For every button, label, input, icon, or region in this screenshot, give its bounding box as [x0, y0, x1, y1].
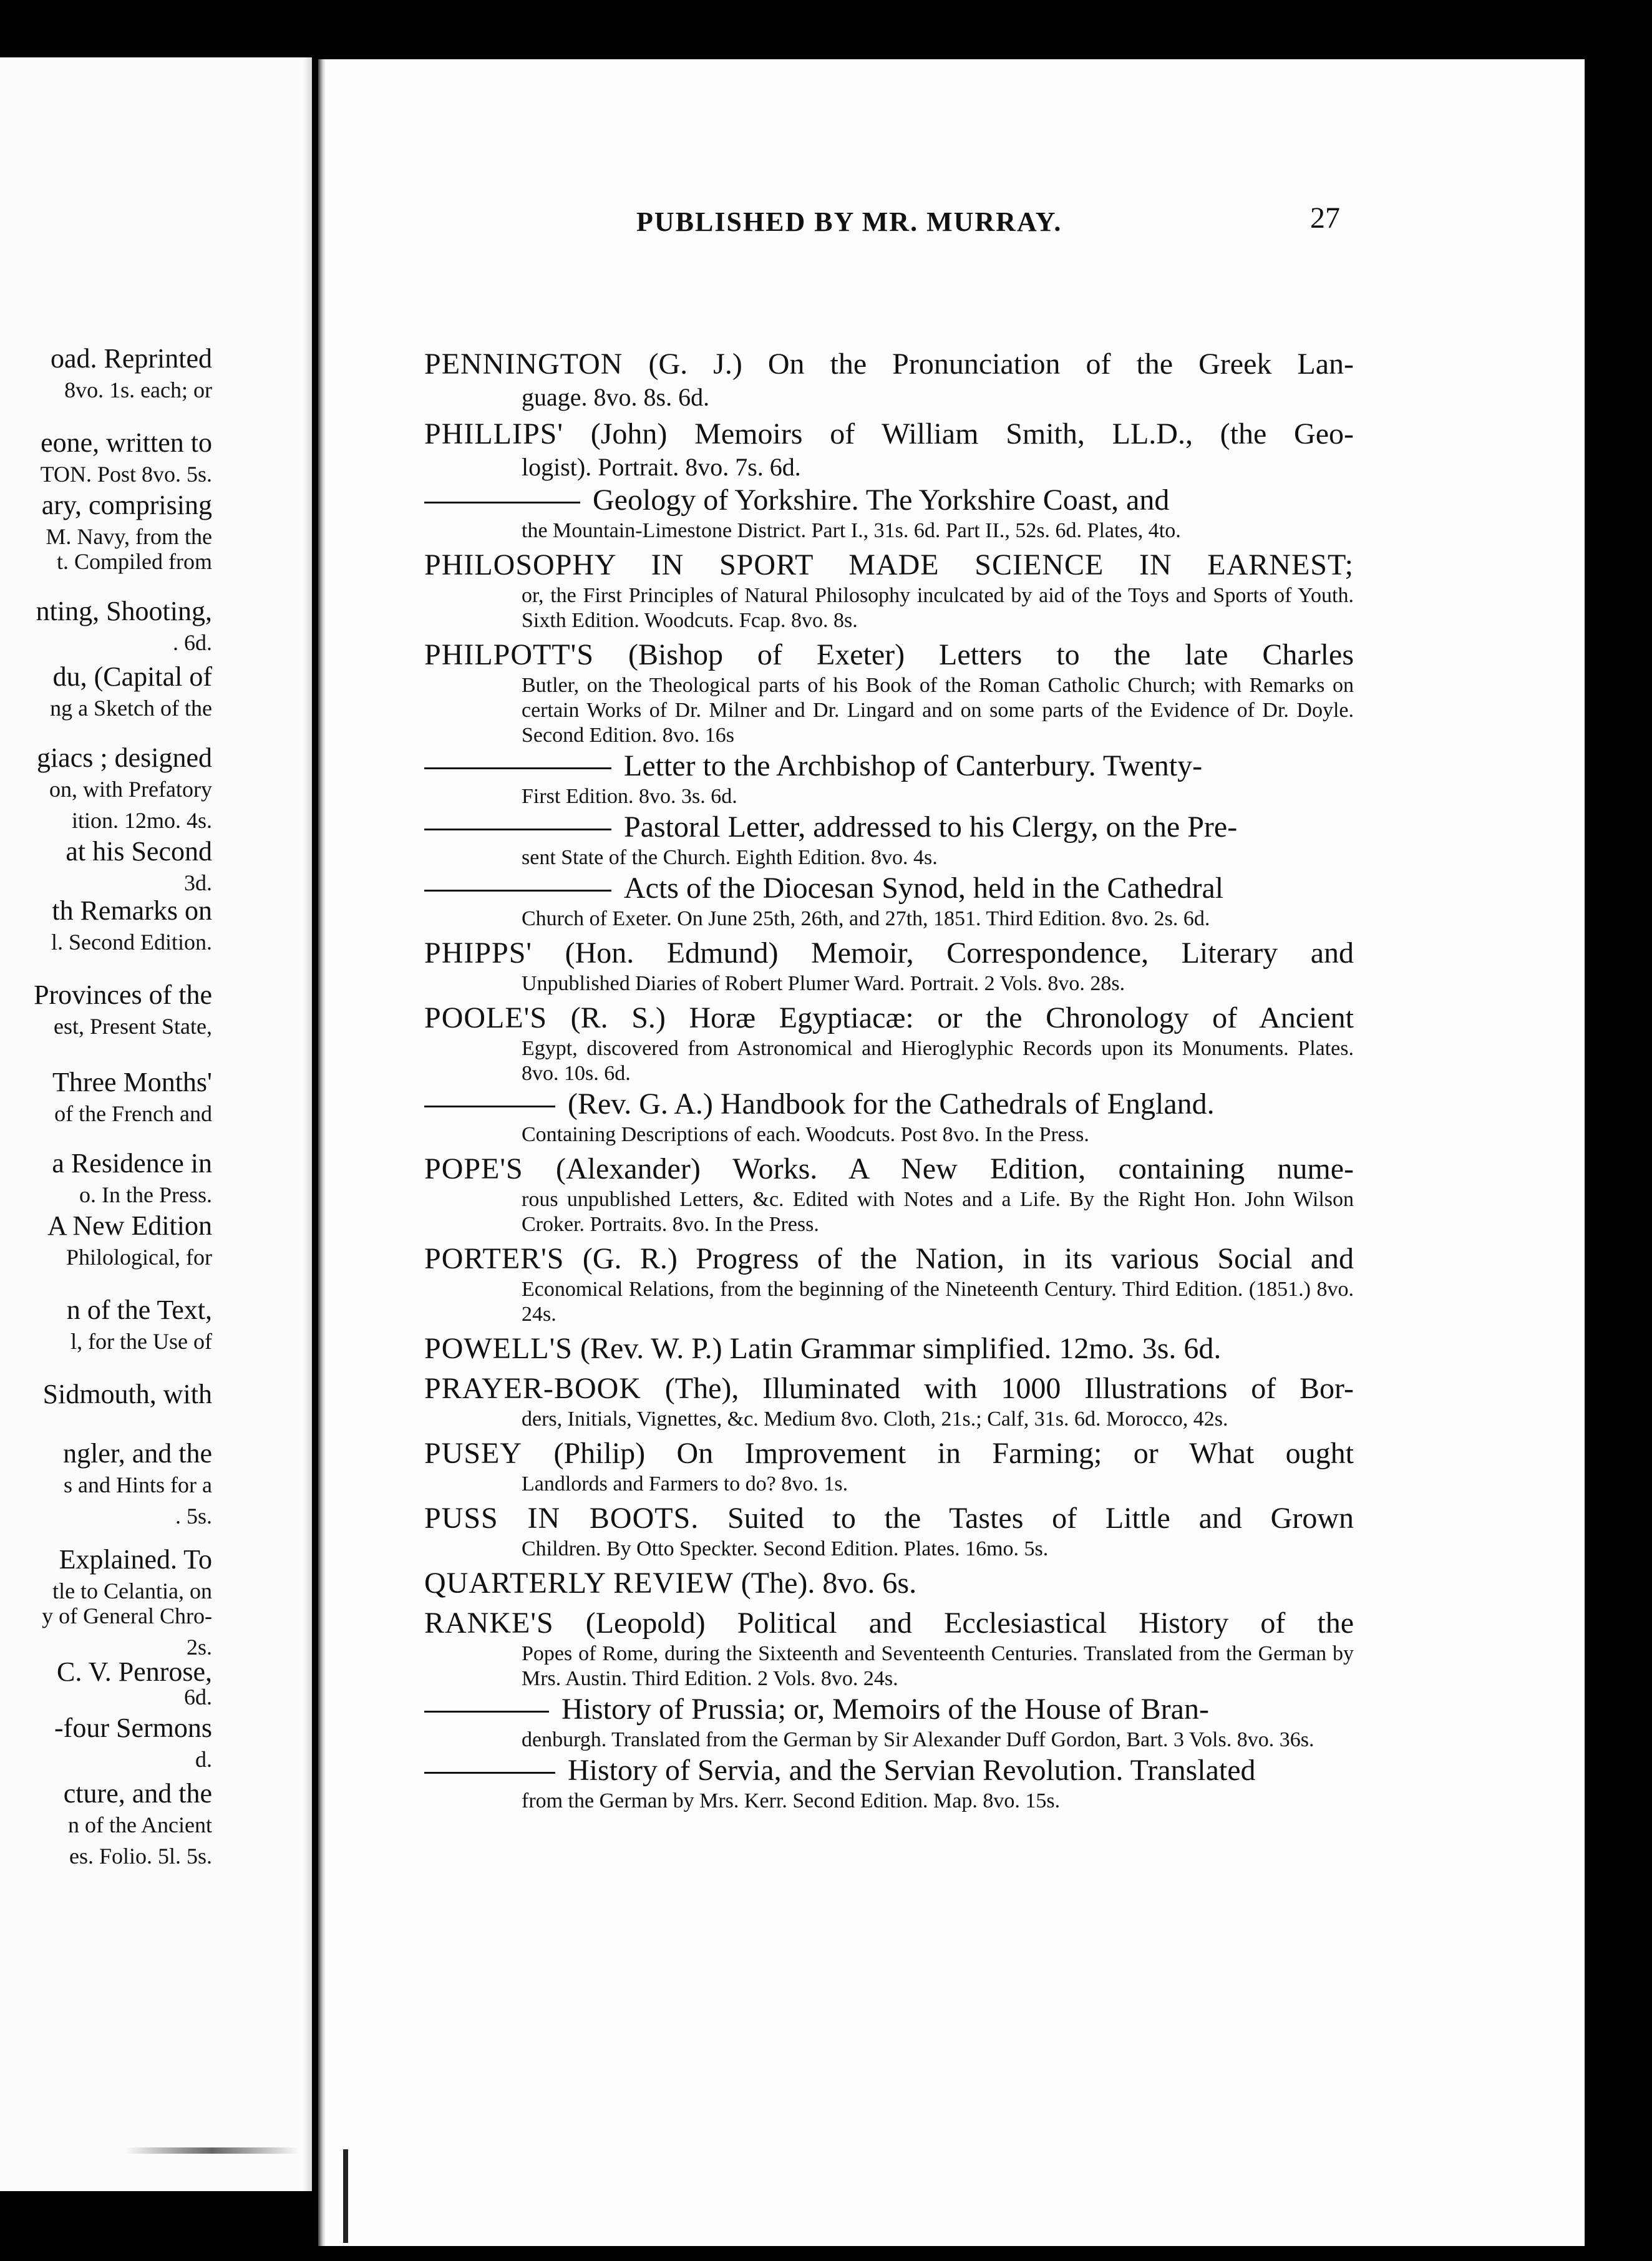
- left-page-line: ngler, and the: [63, 1438, 212, 1469]
- left-page-line: y of General Chro-: [42, 1603, 212, 1628]
- left-page-line: Sidmouth, with: [42, 1379, 212, 1409]
- entry-name: PRAYER-BOOK: [424, 1372, 641, 1405]
- left-page-line: cture, and the: [63, 1778, 212, 1809]
- left-page-line: d.: [195, 1747, 212, 1772]
- sub-entry-title: History of Servia, and the Servian Revolution. Translated: [568, 1754, 1256, 1787]
- ink-smudge: [125, 2147, 299, 2154]
- entry-details: rous unpublished Letters, &c. Edited with Notes and a Life. By the Right Hon. John Wilson Croker. Portraits. 8vo. In the Press.: [522, 1188, 1354, 1236]
- left-page-line: es. Folio. 5l. 5s.: [69, 1844, 212, 1869]
- left-page-line: M. Navy, from the: [46, 524, 212, 549]
- entry-rankes: [424, 1605, 1354, 1814]
- entry-title: (R. S.) Horæ Egyptiacæ: or the Chronology of Ancient: [570, 1001, 1354, 1034]
- entry-title: (The). 8vo. 6s.: [741, 1567, 917, 1600]
- sub-entry-details: Church of Exeter. On June 25th, 26th, and 27th, 1851. Third Edition. 8vo. 2s. 6d.: [522, 907, 1210, 930]
- entry-title: (G. R.) Progress of the Nation, in its various Social and: [582, 1242, 1354, 1275]
- left-page-line: ng a Sketch of the: [50, 696, 212, 721]
- sub-entry-line: [424, 1086, 1354, 1122]
- entry-name: RANKE'S: [424, 1607, 554, 1640]
- left-page-line: on, with Prefatory: [49, 777, 212, 802]
- sub-entry-title: Letter to the Archbishop of Canterbury. Twenty-: [624, 749, 1203, 782]
- sub-entry-line: [424, 1691, 1354, 1728]
- entry-prayer-book: [424, 1371, 1354, 1432]
- ditto-dash: [424, 1772, 555, 1774]
- entry-pennington: [424, 346, 1354, 412]
- left-page-line: est, Present State,: [54, 1014, 212, 1039]
- left-page-line: l. Second Edition.: [51, 930, 212, 955]
- left-page-line: -four Sermons: [54, 1713, 212, 1743]
- entry-philpotts: [424, 637, 1354, 931]
- sub-entry-title: History of Prussia; or, Memoirs of the House of Bran-: [561, 1693, 1209, 1726]
- left-page-line: . 6d.: [173, 630, 212, 655]
- catalogue-entries: [424, 346, 1354, 1817]
- entry-details: logist). Portrait. 8vo. 7s. 6d.: [522, 453, 801, 481]
- entry-name: PORTER'S: [424, 1242, 565, 1275]
- left-page-line: at his Second: [66, 836, 212, 867]
- left-page-line: 8vo. 1s. each; or: [64, 377, 212, 402]
- entry-puss-in-boots: [424, 1500, 1354, 1562]
- sub-entry-title: Geology of Yorkshire. The Yorkshire Coast, and: [593, 484, 1170, 517]
- left-page-line: a Residence in: [52, 1148, 212, 1179]
- left-page-line: of the French and: [54, 1101, 212, 1126]
- entry-details: Economical Relations, from the beginning of the Nineteenth Century. Third Edition. (1851.) 8vo. 24s.: [522, 1278, 1354, 1326]
- left-page-line: ition. 12mo. 4s.: [71, 808, 212, 833]
- entry-name: PUSS IN BOOTS.: [424, 1502, 699, 1535]
- ditto-dash: [424, 829, 611, 830]
- entry-name: PENNINGTON: [424, 348, 623, 381]
- sub-entry-line: [424, 809, 1354, 845]
- entry-name: PHIPPS': [424, 936, 533, 970]
- page-spine: [318, 59, 326, 2246]
- entry-title: (Philip) On Improvement in Farming; or What ought: [553, 1437, 1354, 1470]
- left-page-line: Philological, for: [66, 1245, 212, 1270]
- left-page-line: t. Compiled from: [57, 549, 212, 574]
- left-page-line: oad. Reprinted: [50, 343, 212, 374]
- sub-entry-title: Pastoral Letter, addressed to his Clergy, on the Pre-: [624, 810, 1238, 844]
- entry-title: (Alexander) Works. A New Edition, containing nume-: [555, 1152, 1354, 1185]
- entry-title: (Hon. Edmund) Memoir, Correspondence, Literary and: [565, 936, 1354, 970]
- sub-entry-details: sent State of the Church. Eighth Edition. 8vo. 4s.: [522, 846, 938, 869]
- left-page-line: 2s.: [186, 1635, 212, 1660]
- sub-entry-title: Acts of the Diocesan Synod, held in the Cathedral: [624, 872, 1224, 905]
- ditto-dash: [424, 1711, 549, 1713]
- sub-entry-line: [424, 870, 1354, 907]
- entry-details: ders, Initials, Vignettes, &c. Medium 8vo. Cloth, 21s.; Calf, 31s. 6d. Morocco, 42s.: [522, 1408, 1228, 1431]
- entry-quarterly-review: [424, 1565, 1354, 1602]
- sub-entry-line: [424, 748, 1354, 784]
- left-page-line: eone, written to: [41, 427, 212, 458]
- entry-name: POOLE'S: [424, 1001, 548, 1034]
- left-page-line: Provinces of the: [34, 980, 212, 1010]
- sub-entry-details: denburgh. Translated from the German by Sir Alexander Duff Gordon, Bart. 3 Vols. 8vo. 36s.: [522, 1728, 1314, 1751]
- entry-details: Landlords and Farmers to do? 8vo. 1s.: [522, 1472, 848, 1495]
- entry-title: (The), Illuminated with 1000 Illustrations of Bor-: [664, 1372, 1354, 1405]
- left-page-gutter: [303, 57, 312, 2191]
- entry-name: PHILPOTT'S: [424, 638, 595, 671]
- entry-title: Suited to the Tastes of Little and Grown: [727, 1502, 1354, 1535]
- entry-details: or, the First Principles of Natural Philosophy inculcated by aid of the Toys and Sports of Youth. Sixth Edition. Woodcuts. Fcap. 8vo. 8s.: [522, 584, 1354, 632]
- entry-details: Children. By Otto Speckter. Second Edition. Plates. 16mo. 5s.: [522, 1537, 1049, 1560]
- left-page-line: s and Hints for a: [64, 1472, 212, 1497]
- left-page-line: . 5s.: [175, 1504, 212, 1529]
- sub-entry-details: the Mountain-Limestone District. Part I., 31s. 6d. Part II., 52s. 6d. Plates, 4to.: [522, 519, 1181, 542]
- sub-entry-details: Containing Descriptions of each. Woodcuts. Post 8vo. In the Press.: [522, 1123, 1089, 1146]
- left-page-line: l, for the Use of: [70, 1329, 212, 1354]
- entry-name: QUARTERLY REVIEW: [424, 1567, 734, 1600]
- left-page-line: C. V. Penrose,: [57, 1656, 212, 1687]
- sub-entry-details: First Edition. 8vo. 3s. 6d.: [522, 785, 737, 808]
- entry-details: Popes of Rome, during the Sixteenth and Seventeenth Centuries. Translated from the German by Mrs. Austin. Third Edition. 2 Vols. 8vo. 24s.: [522, 1642, 1354, 1690]
- left-page-line: Explained. To: [59, 1544, 212, 1575]
- entry-name: PUSEY: [424, 1437, 523, 1470]
- left-page-line: tle to Celantia, on: [52, 1578, 212, 1603]
- entry-title: (Bishop of Exeter) Letters to the late Charles: [628, 638, 1354, 671]
- entry-name: POPE'S: [424, 1152, 523, 1185]
- left-page-line: ary, comprising: [41, 490, 212, 520]
- entry-details: guage. 8vo. 8s. 6d.: [522, 383, 710, 411]
- left-page-line: du, (Capital of: [52, 661, 212, 692]
- entry-title: (G. J.) On the Pronunciation of the Greek Lan-: [648, 348, 1354, 381]
- sub-entry-details: from the German by Mrs. Kerr. Second Edition. Map. 8vo. 15s.: [522, 1789, 1061, 1812]
- binding-mark: [343, 2149, 348, 2243]
- ditto-dash: [424, 767, 611, 769]
- entry-pooles: [424, 1000, 1354, 1147]
- sub-entry-line: [424, 482, 1354, 518]
- entry-phillips: [424, 416, 1354, 543]
- entry-popes: [424, 1151, 1354, 1237]
- left-page-line: 3d.: [184, 870, 212, 895]
- left-page-line: n of the Ancient: [68, 1812, 212, 1837]
- entry-title: (Rev. W. P.) Latin Grammar simplified. 12mo. 3s. 6d.: [580, 1332, 1222, 1365]
- left-page-line: o. In the Press.: [79, 1182, 212, 1207]
- entry-name: PHILOSOPHY IN SPORT MADE SCIENCE IN EARNEST;: [424, 548, 1354, 581]
- entry-philosophy: [424, 547, 1354, 633]
- left-page-line: th Remarks on: [52, 895, 212, 926]
- left-page-fragment: [0, 57, 312, 2191]
- entry-details: Egypt, discovered from Astronomical and Hieroglyphic Records upon its Monuments. Plates. 8vo. 10s. 6d.: [522, 1037, 1354, 1085]
- entry-pusey: [424, 1436, 1354, 1497]
- ditto-dash: [424, 1106, 555, 1107]
- ditto-dash: [424, 502, 580, 503]
- entry-name: POWELL'S: [424, 1332, 573, 1365]
- left-page-line: giacs ; designed: [36, 742, 212, 773]
- left-page-line: Three Months': [52, 1067, 212, 1097]
- entry-porters: [424, 1241, 1354, 1327]
- left-page-line: n of the Text,: [66, 1295, 212, 1325]
- running-head: PUBLISHED BY MR. MURRAY.: [636, 207, 1062, 237]
- left-page-line: A New Edition: [47, 1210, 212, 1241]
- entry-phipps: [424, 935, 1354, 996]
- left-page-line: TON. Post 8vo. 5s.: [40, 462, 212, 487]
- ditto-dash: [424, 890, 611, 892]
- left-page-line: 6d.: [184, 1685, 212, 1709]
- entry-powells: [424, 1331, 1354, 1367]
- entry-details: Unpublished Diaries of Robert Plumer Ward. Portrait. 2 Vols. 8vo. 28s.: [522, 972, 1125, 995]
- entry-name: PHILLIPS': [424, 417, 564, 450]
- entry-title: (John) Memoirs of William Smith, LL.D., (the Geo-: [590, 417, 1354, 450]
- entry-title: (Leopold) Political and Ecclesiastical History of the: [585, 1607, 1354, 1640]
- entry-details: Butler, on the Theological parts of his Book of the Roman Catholic Church; with Remarks on certain Works of Dr. Milner and Dr. Lingard and on some parts of the Evidence of Dr. Doyle. Second Edition. 8vo. 16s: [522, 674, 1354, 747]
- page-number: 27: [1310, 202, 1340, 235]
- sub-entry-line: [424, 1753, 1354, 1789]
- sub-entry-title: (Rev. G. A.) Handbook for the Cathedrals of England.: [568, 1087, 1215, 1121]
- left-page-line: nting, Shooting,: [36, 596, 212, 626]
